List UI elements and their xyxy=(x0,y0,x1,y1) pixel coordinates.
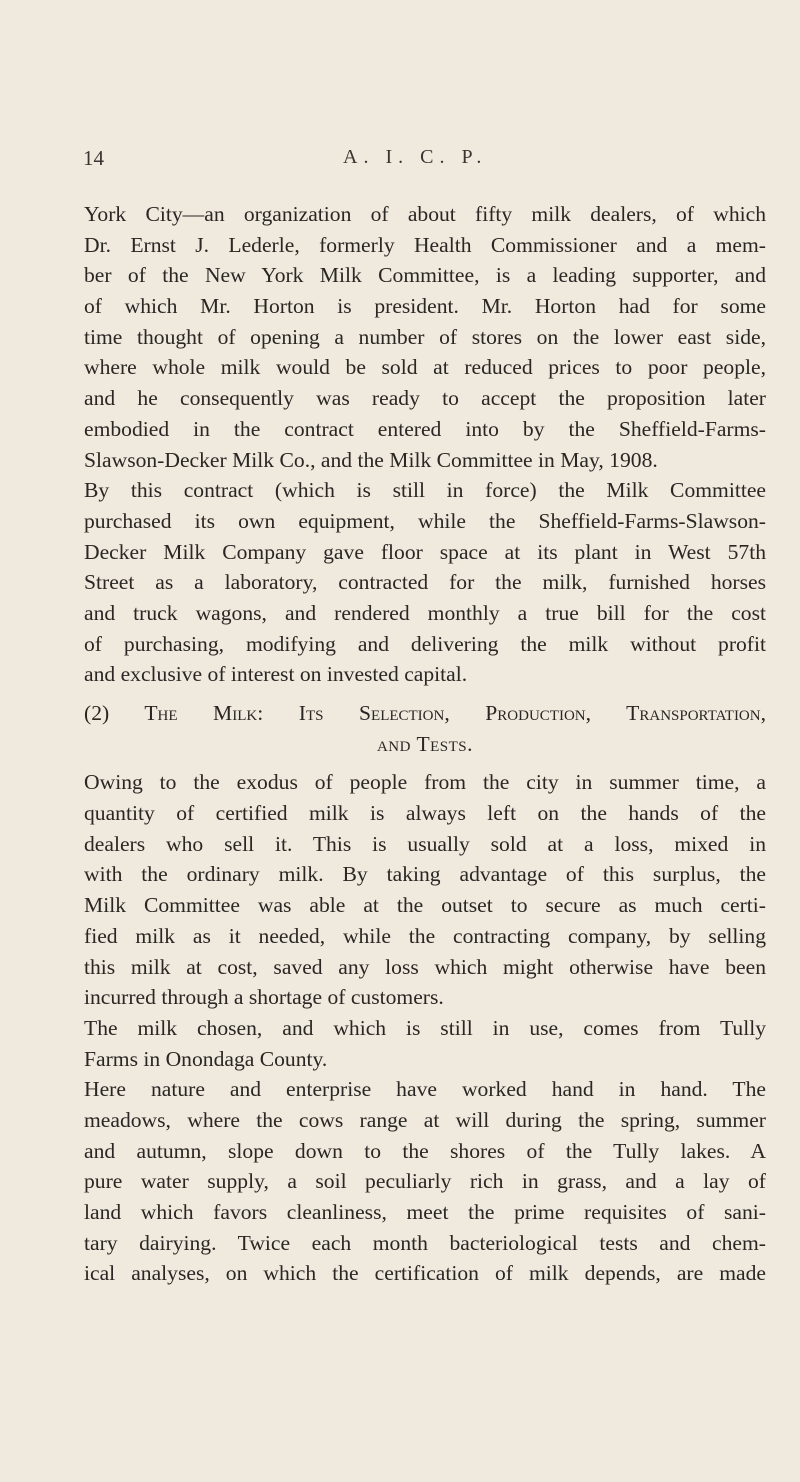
text-line: and truck wagons, and rendered monthly a true bill for the cost xyxy=(84,600,766,625)
page-number: 14 xyxy=(83,146,104,170)
text-line: tary dairying. Twice each month bacteriological tests and chem- xyxy=(84,1230,766,1255)
text-line: ber of the New York Milk Committee, is a leading supporter, and xyxy=(84,263,766,288)
paragraph-2 xyxy=(84,475,766,690)
text-line: of which Mr. Horton is president. Mr. Horton had for some xyxy=(84,294,766,319)
text-line: where whole milk would be sold at reduced prices to poor people, xyxy=(84,355,766,380)
section-heading-line-1: (2) The Milk: Its Selection, Production, Transportation, xyxy=(84,701,766,725)
text-line: ical analyses, on which the certification of milk depends, are made xyxy=(84,1261,766,1286)
text-line: Decker Milk Company gave floor space at its plant in West 57th xyxy=(84,539,766,564)
text-line: Farms in Onondaga County. xyxy=(84,1046,328,1071)
paragraph-5 xyxy=(84,1074,766,1289)
paragraph-3 xyxy=(84,767,766,1013)
text-line: and autumn, slope down to the shores of the Tully lakes. A xyxy=(84,1138,766,1163)
text-line: By this contract (which is still in force) the Milk Committee xyxy=(84,478,766,503)
text-line: York City—an organization of about fifty milk dealers, of which xyxy=(84,202,766,226)
text-line: and exclusive of interest on invested capital. xyxy=(84,662,468,687)
text-line: this milk at cost, saved any loss which might otherwise have been xyxy=(84,954,766,979)
text-line: meadows, where the cows range at will during the spring, summer xyxy=(84,1107,766,1132)
text-line: embodied in the contract entered into by the Sheffield-Farms- xyxy=(84,416,766,441)
text-line: incurred through a shortage of customers. xyxy=(84,985,444,1010)
text-line: Dr. Ernst J. Lederle, formerly Health Commissioner and a mem- xyxy=(84,232,766,257)
text-line: time thought of opening a number of stores on the lower east side, xyxy=(84,324,766,349)
paragraph-1 xyxy=(84,199,766,475)
text-line: The milk chosen, and which is still in use, comes from Tully xyxy=(84,1015,766,1040)
text-line: of purchasing, modifying and delivering the milk without profit xyxy=(84,631,766,656)
text-line: with the ordinary milk. By taking advantage of this surplus, the xyxy=(84,862,766,887)
text-line: Slawson-Decker Milk Co., and the Milk Committee in May, 1908. xyxy=(84,447,658,472)
running-title: A. I. C. P. xyxy=(343,146,488,168)
section-heading-line-2: and Tests. xyxy=(376,731,474,756)
paragraph-4 xyxy=(84,1013,766,1074)
text-line: purchased its own equipment, while the Sheffield-Farms-Slawson- xyxy=(84,508,766,533)
section-heading xyxy=(84,698,766,759)
text-line: fied milk as it needed, while the contracting company, by selling xyxy=(84,923,766,948)
text-line: and he consequently was ready to accept the proposition later xyxy=(84,386,766,411)
text-line: land which favors cleanliness, meet the prime requisites of sani- xyxy=(84,1200,766,1224)
running-head xyxy=(0,146,800,174)
text-line: Here nature and enterprise have worked hand in hand. The xyxy=(84,1077,766,1102)
text-line: pure water supply, a soil peculiarly rich in grass, and a lay of xyxy=(84,1169,766,1194)
text-line: Street as a laboratory, contracted for the milk, furnished horses xyxy=(84,570,766,595)
text-line: dealers who sell it. This is usually sold at a loss, mixed in xyxy=(84,831,766,856)
text-line: Milk Committee was able at the outset to secure as much certi- xyxy=(84,893,766,918)
text-line: quantity of certified milk is always left on the hands of the xyxy=(84,801,766,826)
text-line: Owing to the exodus of people from the city in summer time, a xyxy=(84,770,766,795)
body-text xyxy=(84,199,766,1289)
